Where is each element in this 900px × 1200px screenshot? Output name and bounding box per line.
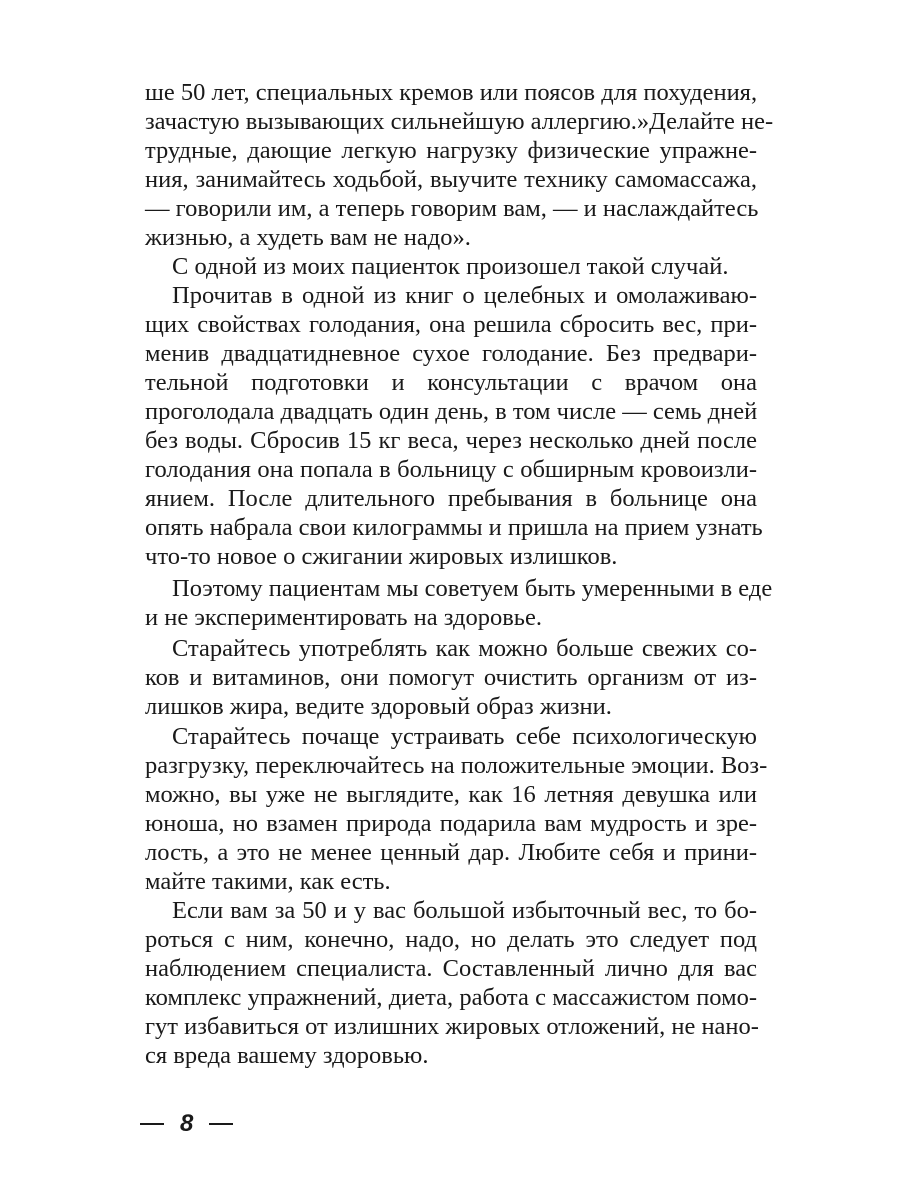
text-line: ше 50 лет, специальных кремов или поясов для похудения, <box>145 79 758 106</box>
text-line: Поэтому пациентам мы советуем быть умеренными в еде <box>172 575 773 602</box>
text-line: юноша, но взамен природа подарила вам мудрость и зре- <box>145 810 757 837</box>
text-line: менив двадцатидневное сухое голодание. Без предвари- <box>145 340 757 367</box>
text-line: лость, а это не менее ценный дар. Любите себя и прини- <box>145 839 757 866</box>
footer-dash-right <box>209 1123 233 1125</box>
text-line: — говорили им, а теперь говорим вам, — и наслаждайтесь <box>145 195 759 222</box>
text-line: майте такими, как есть. <box>145 868 391 895</box>
text-line: ся вреда вашему здоровью. <box>145 1042 429 1069</box>
text-line: жизнью, а худеть вам не надо». <box>145 224 471 251</box>
text-line: наблюдением специалиста. Составленный лично для вас <box>145 955 757 982</box>
text-line: трудные, дающие легкую нагрузку физические упражне- <box>145 137 757 164</box>
text-line: тельной подготовки и консультации с врачом она <box>145 369 757 396</box>
text-line: роться с ним, конечно, надо, но делать это следует под <box>145 926 757 953</box>
text-line: Прочитав в одной из книг о целебных и омолаживаю- <box>172 282 757 309</box>
text-line: можно, вы уже не выглядите, как 16 летняя девушка или <box>145 781 757 808</box>
text-line: опять набрала свои килограммы и пришла на прием узнать <box>145 514 763 541</box>
text-line: лишков жира, ведите здоровый образ жизни. <box>145 693 612 720</box>
page-footer <box>140 1107 233 1141</box>
text-line: гут избавиться от излишних жировых отложений, не нано- <box>145 1013 759 1040</box>
text-line: С одной из моих пациенток произошел такой случай. <box>172 253 729 280</box>
text-line: без воды. Сбросив 15 кг веса, через несколько дней после <box>145 427 757 454</box>
text-line: щих свойствах голодания, она решила сбросить вес, при- <box>145 311 757 338</box>
text-line: янием. После длительного пребывания в больнице она <box>145 485 757 512</box>
text-line: Старайтесь почаще устраивать себе психологическую <box>172 723 757 750</box>
text-line: зачастую вызывающих сильнейшую аллергию.»Делайте не- <box>145 108 774 135</box>
text-line: комплекс упражнений, диета, работа с массажистом помо- <box>145 984 757 1011</box>
text-line: что-то новое о сжигании жировых излишков. <box>145 543 618 570</box>
text-line: Если вам за 50 и у вас большой избыточный вес, то бо- <box>172 897 757 924</box>
text-line: ков и витаминов, они помогут очистить организм от из- <box>145 664 757 691</box>
text-line: разгрузку, переключайтесь на положительные эмоции. Воз- <box>145 752 768 779</box>
page-number: 8 <box>180 1110 194 1137</box>
text-line: проголодала двадцать один день, в том числе — семь дней <box>145 398 758 425</box>
text-line: ния, занимайтесь ходьбой, выучите технику самомассажа, <box>145 166 757 193</box>
text-line: голодания она попала в больницу с обширным кровоизли- <box>145 456 757 483</box>
text-line: и не экспериментировать на здоровье. <box>145 604 542 631</box>
text-line: Старайтесь употреблять как можно больше свежих со- <box>172 635 757 662</box>
footer-dash-left <box>140 1123 164 1125</box>
